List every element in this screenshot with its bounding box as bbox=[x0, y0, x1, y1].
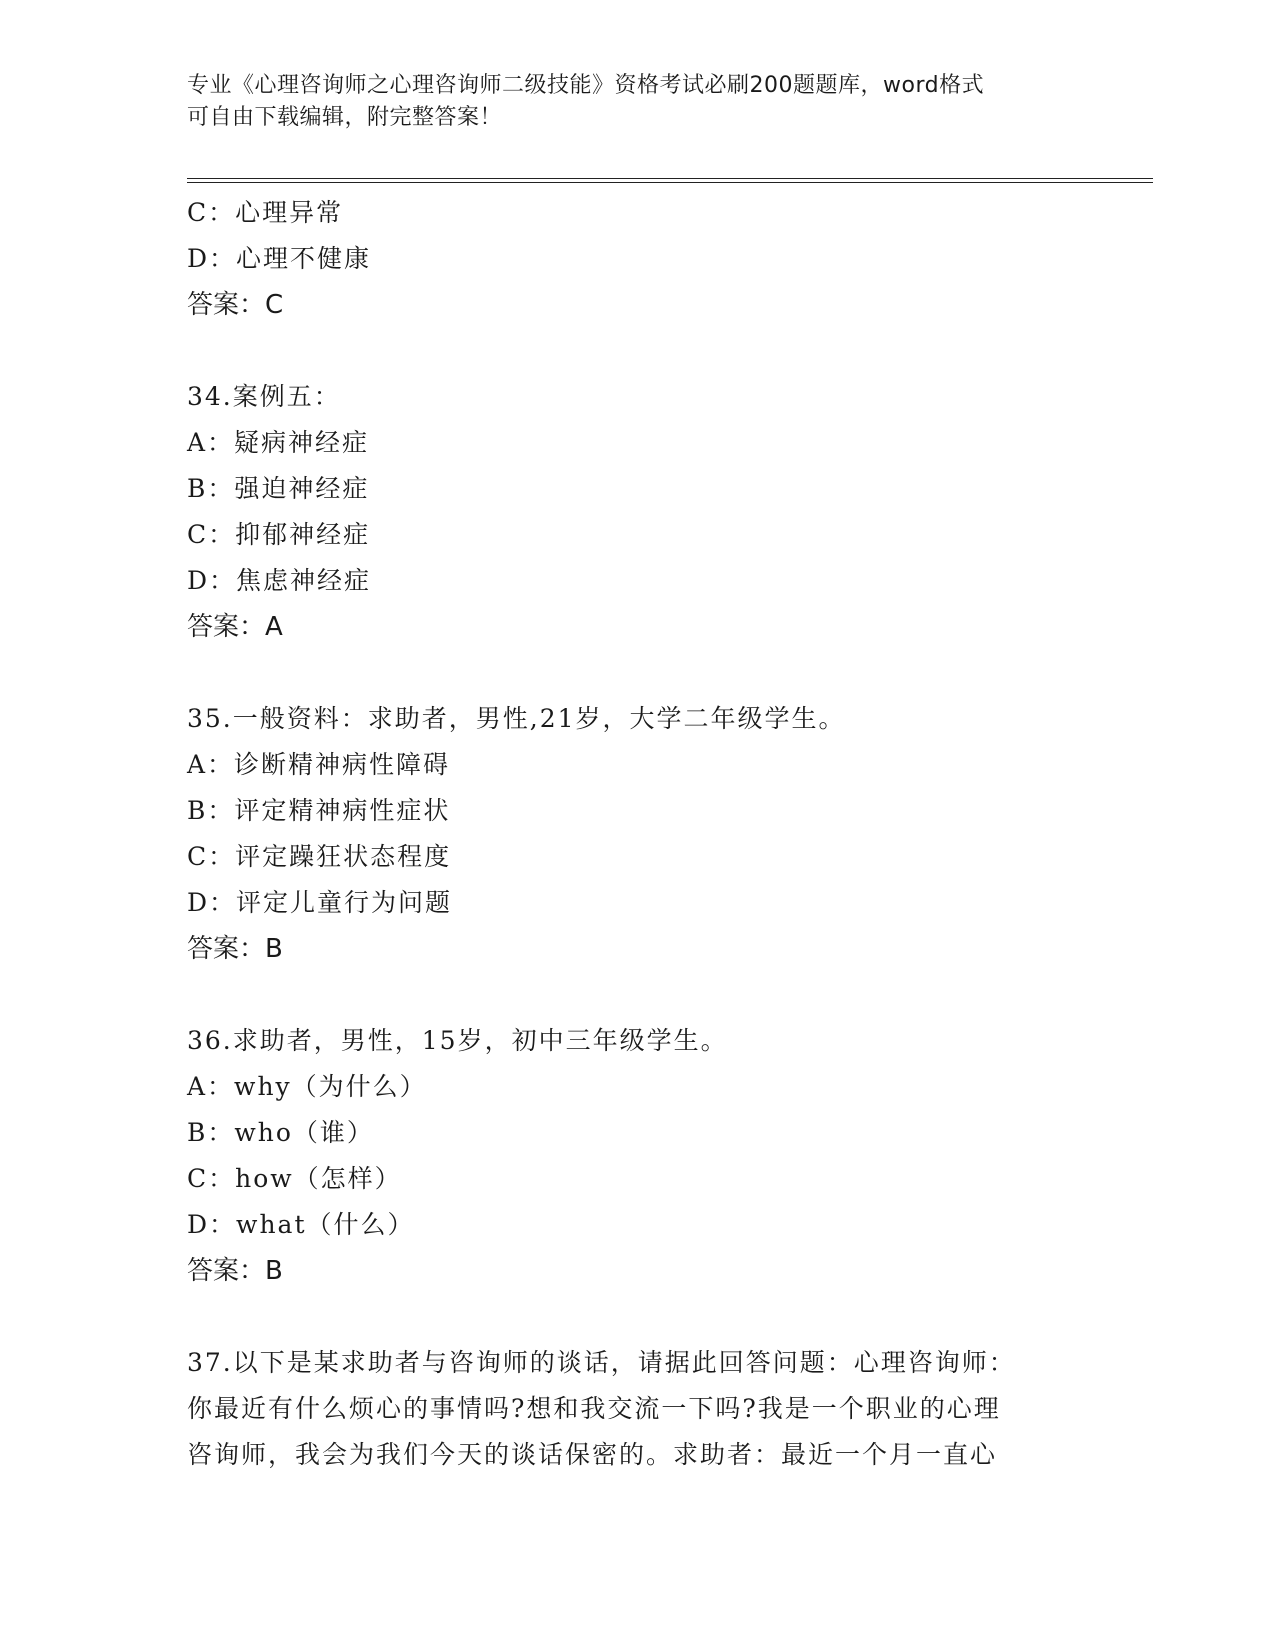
question-stem: 36.求助者，男性，15岁，初中三年级学生。 bbox=[187, 1026, 728, 1055]
question-37 bbox=[187, 1340, 1067, 1478]
question-list bbox=[187, 190, 1087, 1478]
option-d: D：心理不健康 bbox=[187, 244, 372, 273]
header-line-1: 专业《心理咨询师之心理咨询师二级技能》资格考试必刷200题题库，word格式 bbox=[187, 73, 985, 98]
option-b: B：who（谁） bbox=[187, 1118, 374, 1147]
header-divider-bottom bbox=[187, 182, 1153, 183]
answer: 答案：B bbox=[187, 1256, 283, 1286]
answer: 答案：A bbox=[187, 612, 283, 642]
option-b: B：评定精神病性症状 bbox=[187, 796, 451, 825]
question-34 bbox=[187, 374, 1087, 650]
question-stem: 34.案例五： bbox=[187, 382, 341, 411]
question-37-line-3: 咨询师，我会为我们今天的谈话保密的。求助者：最近一个月一直心 bbox=[187, 1440, 998, 1469]
question-36 bbox=[187, 1018, 1087, 1294]
option-c: C：抑郁神经症 bbox=[187, 520, 371, 549]
question-stem: 35.一般资料：求助者，男性,21岁，大学二年级学生。 bbox=[187, 704, 846, 733]
option-a: A：诊断精神病性障碍 bbox=[187, 750, 451, 779]
option-c: C：how（怎样） bbox=[187, 1164, 402, 1193]
question-37-line-2: 你最近有什么烦心的事情吗?想和我交流一下吗?我是一个职业的心理 bbox=[187, 1394, 1001, 1423]
option-c: C：评定躁狂状态程度 bbox=[187, 842, 452, 871]
option-d: D：what（什么） bbox=[187, 1210, 415, 1239]
option-b: B：强迫神经症 bbox=[187, 474, 370, 503]
question-37-line-1: 37.以下是某求助者与咨询师的谈话，请据此回答问题：心理咨询师： bbox=[187, 1348, 1016, 1377]
option-d: D：评定儿童行为问题 bbox=[187, 888, 453, 917]
question-35 bbox=[187, 696, 1087, 972]
header-divider-top bbox=[187, 178, 1153, 179]
option-d: D：焦虑神经症 bbox=[187, 566, 372, 595]
answer: 答案：B bbox=[187, 934, 283, 964]
header-line-2: 可自由下载编辑，附完整答案！ bbox=[187, 105, 503, 130]
option-a: A：疑病神经症 bbox=[187, 428, 370, 457]
option-a: A：why（为什么） bbox=[187, 1072, 427, 1101]
question-33 bbox=[187, 190, 1087, 328]
page-header bbox=[187, 70, 1087, 134]
answer: 答案：C bbox=[187, 290, 284, 320]
option-c: C：心理异常 bbox=[187, 198, 344, 227]
